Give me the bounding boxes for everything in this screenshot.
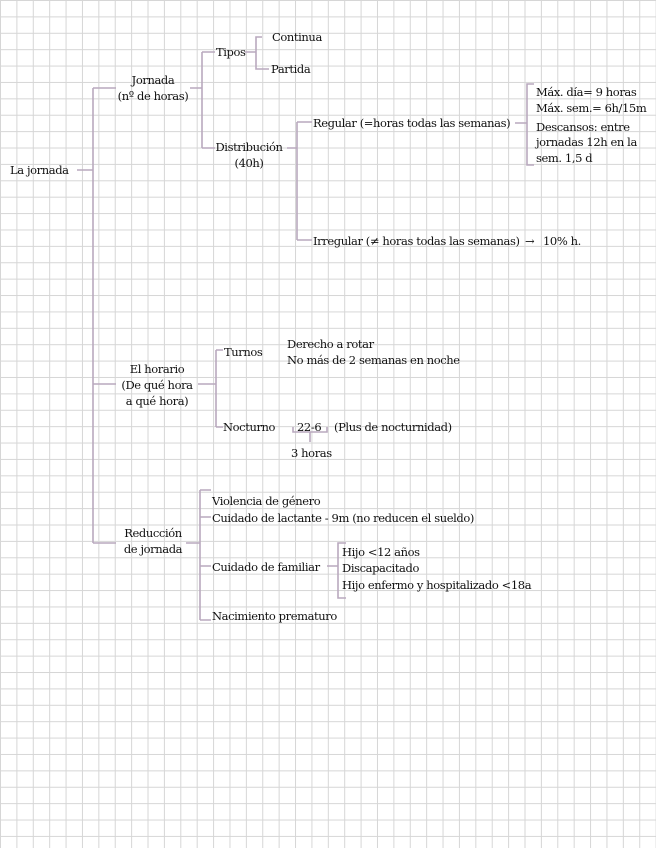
tipos-bracket: [245, 37, 269, 69]
turnos-node: Turnos: [224, 345, 263, 359]
root-connector: [77, 88, 116, 543]
tipo-continua: Continua: [272, 30, 322, 44]
horario-node-line1: El horario: [129, 362, 185, 376]
root-node: La jornada: [10, 163, 69, 177]
tipos-node: Tipos: [216, 45, 246, 59]
nocturno-range: 22-6: [297, 420, 322, 434]
distribucion-node-line1: Distribución: [215, 140, 283, 154]
tipo-partida: Partida: [271, 62, 311, 76]
regular-detail: Máx. sem.= 6h/15m: [536, 101, 647, 115]
regular-detail: jornadas 12h en la: [536, 135, 637, 149]
distribucion-node-line2: (40h): [234, 156, 264, 170]
reduccion-node-line1: Reducción: [124, 526, 182, 540]
familiar-detail: Discapacitado: [342, 561, 419, 575]
distribucion-connector: [287, 122, 312, 240]
horario-node-line2: (De qué hora: [121, 378, 193, 392]
lactante-item: Cuidado de lactante - 9m (no reducen el sueldo): [212, 511, 474, 525]
familiar-item: Cuidado de familiar: [212, 560, 320, 574]
turnos-detail: Derecho a rotar: [287, 337, 374, 351]
jornada-node-line1: Jornada: [131, 73, 175, 87]
arrow-icon: →: [525, 234, 535, 248]
reduccion-node-line2: de jornada: [123, 542, 183, 556]
regular-node: Regular (=horas todas las semanas): [313, 116, 511, 130]
nocturno-plus: (Plus de nocturnidad): [334, 420, 452, 434]
familiar-detail: Hijo enfermo y hospitalizado <18a: [342, 578, 532, 592]
nocturno-hours: 3 horas: [291, 446, 332, 460]
familiar-detail: Hijo <12 años: [342, 545, 420, 559]
prematuro-item: Nacimiento prematuro: [212, 609, 337, 623]
jornada-node-line2: (nº de horas): [117, 89, 189, 103]
violencia-item: Violencia de género: [212, 494, 321, 508]
irregular-note: 10% h.: [543, 234, 581, 248]
regular-bracket: [515, 84, 534, 165]
regular-detail: Descansos: entre: [536, 120, 630, 134]
irregular-node: Irregular (≠ horas todas las semanas): [313, 234, 520, 248]
horario-node-line3: a qué hora): [125, 394, 189, 408]
nocturno-node: Nocturno: [223, 420, 276, 434]
turnos-detail: No más de 2 semanas en noche: [287, 353, 460, 367]
regular-detail: sem. 1,5 d: [536, 151, 593, 165]
regular-detail: Máx. día= 9 horas: [536, 85, 637, 99]
